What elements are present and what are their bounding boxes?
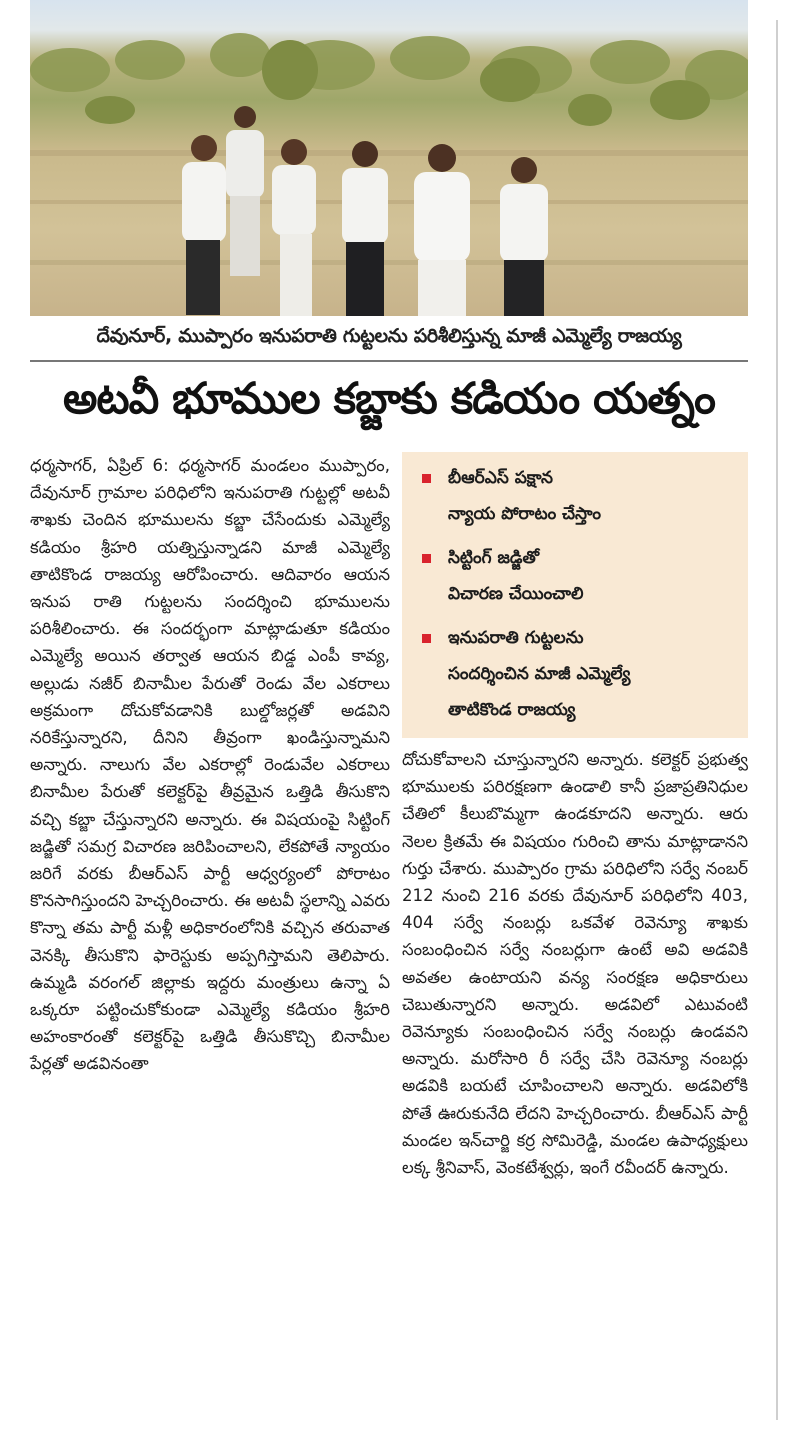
highlights-box <box>402 452 748 738</box>
highlight-line: తాటికొండ రాజయ్య <box>448 700 576 720</box>
headline: అటవీ భూముల కబ్జాకు కడియం యత్నం <box>63 374 715 424</box>
news-photo <box>30 0 748 316</box>
photo-of-six-men-on-hillside-icon <box>30 0 748 316</box>
bullet-square-icon <box>422 474 431 483</box>
photo-caption: దేవునూర్‌, ముప్పారం ఇనుపరాతి గుట్టలను పరిశీలిస్తున్న మాజీ ఎమ్మెల్యే రాజయ్య <box>96 324 682 347</box>
highlight-item <box>402 620 748 728</box>
article-column-2 <box>402 746 748 1181</box>
bullet-square-icon <box>422 554 431 563</box>
article-text-column-1: ధర్మసాగర్‌, ఏప్రిల్‌ 6: ధర్మసాగర్‌ మండలం ముప్పారం, దేవునూర్‌ గ్రామాల పరిధిలోని ఇనుపరాతి గుట్టల్లో అటవీ శాఖకు చెందిన భూములను కబ్జా చేసేందుకు ఎమ్మెల్యే కడియం శ్రీహరి యత్నిస్తున్నాడని మాజీ ఎమ్మెల్యే తాటికొండ రాజయ్య ఆరోపించారు. ఆదివారం ఆయన ఇనుప రాతి గుట్టలను సందర్శించి భూములను పరిశీలించారు. ఈ సందర్భంగా మాట్లాడుతూ కడియం ఎమ్మెల్యే అయిన తర్వాత ఆయన బిడ్డ ఎంపీ కావ్య, అల్లుడు నజీర్‌ బినామీల పేరుతో రెండు వేల ఎకరాలు అక్రమంగా దోచుకోవడానికి బుల్డోజర్లతో అడవిని నరికేస్తున్నారని, దీనిని తీవ్రంగా ఖండిస్తున్నామని అన్నారు. నాలుగు వేల ఎకరాల్లో రెండువేల ఎకరాలు బినామీల పేరుతో కలెక్టర్‌పై తీవ్రమైన ఒత్తిడి తీసుకొని వచ్చి కబ్జా చేస్తున్నారని అన్నారు. ఈ విషయంపై సిట్టింగ్‌ జడ్జితో సమగ్ర విచారణ జరిపించాలని, లేకపోతే న్యాయం జరిగే వరకు బీఆర్‌ఎస్‌ పార్టీ ఆధ్వర్యంలో పోరాటం కొనసాగిస్తుందని హెచ్చరించారు. ఈ అటవీ స్థలాన్ని ఎవరు కొన్నా తమ పార్టీ మళ్లీ అధికారంలోనికి వచ్చిన తరువాత వెనక్కి తీసుకొని ఫారెస్టుకు అప్పగిస్తామని తెలిపారు. ఉమ్మడి వరంగల్‌ జిల్లాకు ఇద్దరు మంత్రులు ఉన్నా ఏ ఒక్కరూ పట్టించుకోకుండా ఎమ్మెల్యే కడియం శ్రీహరి అహంకారంతో కలెక్టర్‌పై ఒత్తిడి తీసుకొచ్చి బినామీల పేర్లతో అడవినంతా <box>30 456 390 1074</box>
bullet-square-icon <box>422 634 431 643</box>
highlight-line: విచారణ చేయించాలి <box>448 584 584 604</box>
highlight-line: ఇనుపరాతి గుట్టలను <box>448 628 584 648</box>
article-column-1 <box>30 452 390 1078</box>
article-text-column-2: దోచుకోవాలని చూస్తున్నారని అన్నారు. కలెక్టర్‌ ప్రభుత్వ భూములకు పరిరక్షణగా ఉండాలి కానీ ప్రజాప్రతినిధుల చేతిలో కీలుబొమ్మగా ఉండకూదని అన్నారు. ఆరు నెలల క్రితమే ఈ విషయం గురించి తాను మాట్లాడానని గుర్తు చేశారు. ముప్పారం గ్రామ పరిధిలోని సర్వే నంబర్‌ 212 నుంచి 216 వరకు దేవునూర్‌ పరిధిలోని 403, 404 సర్వే నంబర్లు ఒకవేళ రెవెన్యూ శాఖకు సంబంధించిన సర్వే నంబర్లుగా ఉంటే అవి అడవికి అవతల ఉంటాయని వన్య సంరక్షణ అధికారులు చెబుతున్నారని అన్నారు. అడవిలో ఎటువంటి రెవెన్యూకు సంబంధించిన సర్వే నంబర్లు ఉండవని అన్నారు. మరోసారి రీ సర్వే చేసి రెవెన్యూ నంబర్లు అడవికి బయటే చూపించాలని అన్నారు. అడవిలోకి పోతే ఊరుకునేది లేదని హెచ్చరించారు. బీఆర్‌ఎస్‌ పార్టీ మండల ఇన్‌చార్జి కర్ర సోమిరెడ్డి, మండల ఉపాధ్యక్షులు లక్క శ్రీనివాస్‌, వెంకటేశ్వర్లు, ఇంగే రవీందర్‌ ఉన్నారు. <box>402 750 748 1178</box>
highlight-line: న్యాయ పోరాటం చేస్తాం <box>448 504 602 524</box>
column-rule <box>776 20 778 1420</box>
highlight-line: సిట్టింగ్‌ జడ్జితో <box>448 548 540 568</box>
highlight-item <box>402 540 748 612</box>
highlight-line: సందర్శించిన మాజీ ఎమ్మెల్యే <box>448 664 631 684</box>
highlight-line: బీఆర్‌ఎస్‌ పక్షాన <box>448 468 553 488</box>
highlight-item <box>402 460 748 532</box>
caption-divider <box>30 360 748 362</box>
